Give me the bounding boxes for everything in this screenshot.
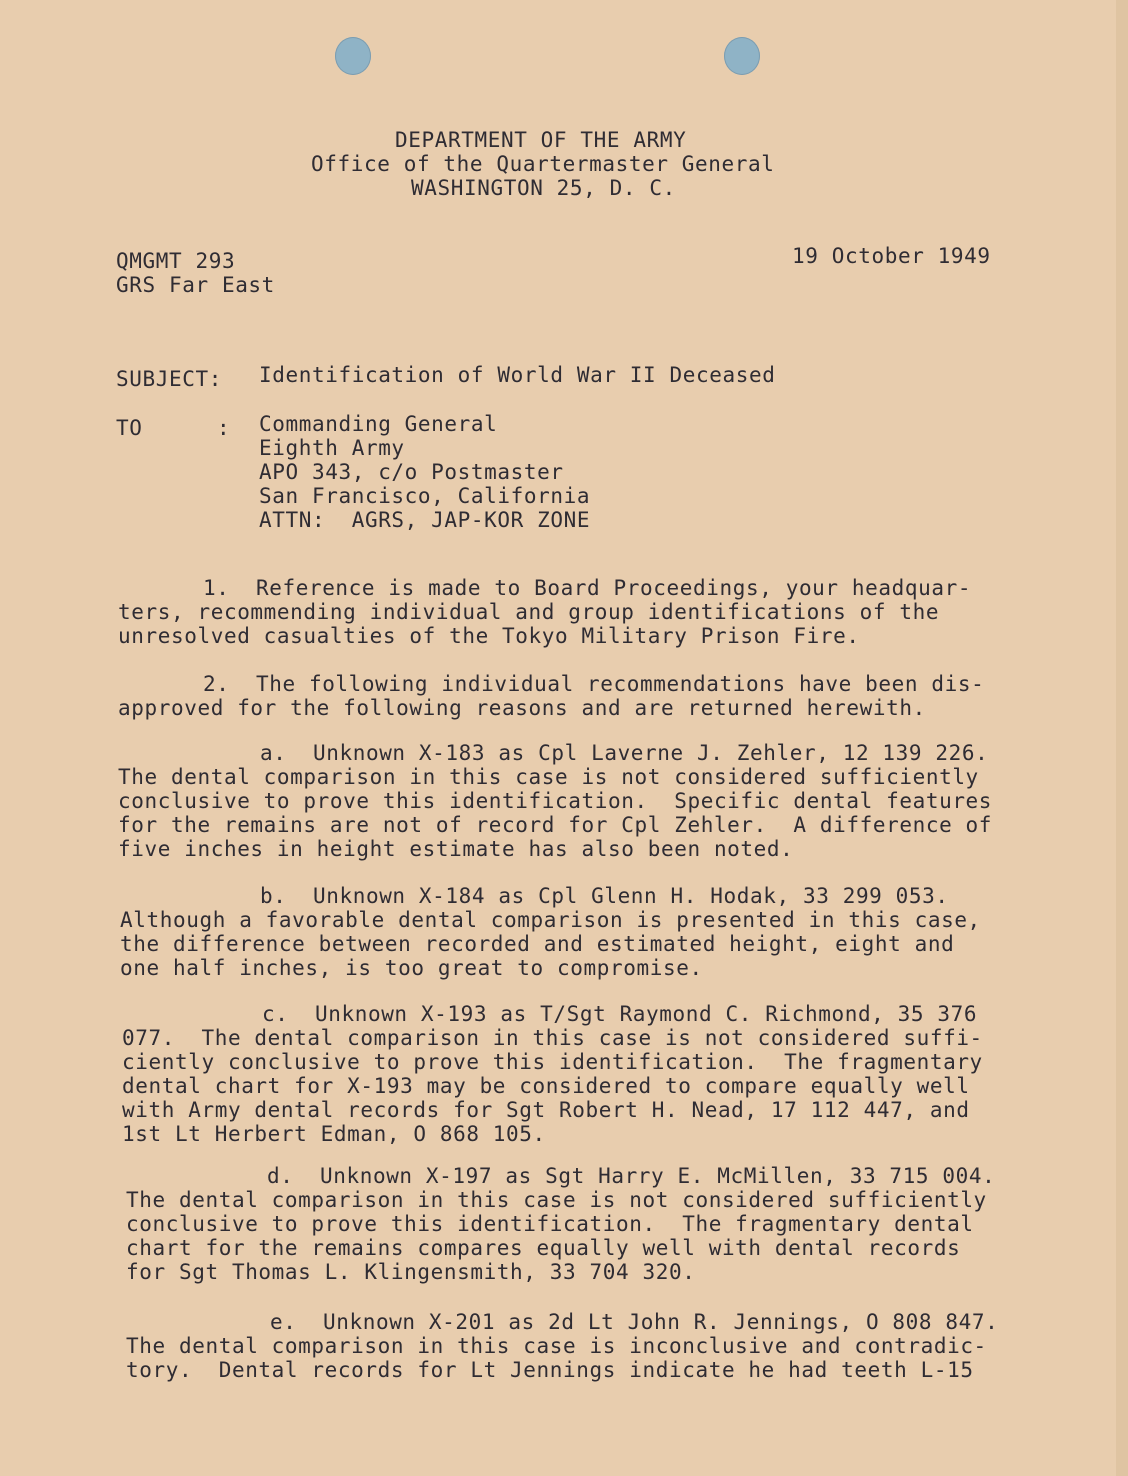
item-c-line: dental chart for X-193 may be considered to compare equally well bbox=[122, 1074, 970, 1098]
item-b-line: Although a favorable dental comparison is presented in this case, bbox=[120, 908, 981, 932]
item-c-line: ciently conclusive to prove this identification. The fragmentary bbox=[122, 1050, 983, 1074]
reference-code: QMGMT 293 bbox=[116, 249, 236, 273]
item-c-line: c. Unknown X-193 as T/Sgt Raymond C. Richmond, 35 376 bbox=[262, 1002, 978, 1026]
item-d-line: The dental comparison in this case is not considered sufficiently bbox=[126, 1188, 987, 1212]
to-line: San Francisco, California bbox=[259, 484, 591, 508]
item-d-line: for Sgt Thomas L. Klingensmith, 33 704 320. bbox=[126, 1260, 696, 1284]
paragraph-1-line: ters, recommending individual and group identifications of the bbox=[118, 600, 940, 624]
to-label: TO bbox=[116, 416, 143, 440]
item-b-line: one half inches, is too great to compromise. bbox=[120, 956, 703, 980]
item-e-line: e. Unknown X-201 as 2d Lt John R. Jennings, O 808 847. bbox=[270, 1310, 999, 1334]
to-line: APO 343, c/o Postmaster bbox=[259, 460, 564, 484]
reference-office: GRS Far East bbox=[116, 273, 275, 297]
item-a-line: a. Unknown X-183 as Cpl Laverne J. Zehler, 12 139 226. bbox=[260, 741, 989, 765]
letterhead-office: Office of the Quartermaster General bbox=[311, 152, 775, 176]
paragraph-2-line: 2. The following individual recommendations have been dis- bbox=[203, 672, 985, 696]
item-c-line: 077. The dental comparison in this case is not considered suffi- bbox=[122, 1026, 983, 1050]
letter-date: 19 October 1949 bbox=[792, 244, 991, 268]
item-b-line: the difference between recorded and estimated height, eight and bbox=[120, 932, 955, 956]
item-a-line: five inches in height estimate has also been noted. bbox=[118, 837, 794, 861]
paragraph-1-line: 1. Reference is made to Board Proceedings, your headquar- bbox=[203, 576, 972, 600]
item-d-line: d. Unknown X-197 as Sgt Harry E. McMillen, 33 715 004. bbox=[267, 1164, 996, 1188]
to-line: Eighth Army bbox=[259, 436, 405, 460]
to-colon: : bbox=[217, 416, 231, 440]
subject-label: SUBJECT: bbox=[116, 367, 222, 391]
item-c-line: with Army dental records for Sgt Robert H. Nead, 17 112 447, and bbox=[122, 1098, 970, 1122]
paragraph-1-line: unresolved casualties of the Tokyo Military Prison Fire. bbox=[118, 624, 860, 648]
punch-hole-right bbox=[724, 37, 760, 75]
item-b-line: b. Unknown X-184 as Cpl Glenn H. Hodak, 33 299 053. bbox=[260, 884, 949, 908]
item-d-line: chart for the remains compares equally well with dental records bbox=[126, 1236, 961, 1260]
item-a-line: for the remains are not of record for Cpl Zehler. A difference of bbox=[118, 813, 993, 837]
item-e-line: The dental comparison in this case is inconclusive and contradic- bbox=[126, 1334, 987, 1358]
to-line: Commanding General bbox=[259, 412, 498, 436]
item-a-line: The dental comparison in this case is not considered sufficiently bbox=[118, 765, 979, 789]
item-e-line: tory. Dental records for Lt Jennings indicate he had teeth L-15 bbox=[126, 1358, 974, 1382]
item-d-line: conclusive to prove this identification. The fragmentary dental bbox=[126, 1212, 974, 1236]
letterhead-department: DEPARTMENT OF THE ARMY bbox=[395, 128, 687, 152]
punch-hole-left bbox=[335, 37, 371, 75]
item-c-line: 1st Lt Herbert Edman, O 868 105. bbox=[122, 1122, 546, 1146]
letterhead-city: WASHINGTON 25, D. C. bbox=[411, 176, 676, 200]
paper-edge bbox=[1116, 0, 1128, 1476]
paragraph-2-line: approved for the following reasons and are returned herewith. bbox=[118, 696, 926, 720]
to-line: ATTN: AGRS, JAP-KOR ZONE bbox=[259, 508, 591, 532]
subject-text: Identification of World War II Deceased bbox=[259, 363, 776, 387]
item-a-line: conclusive to prove this identification. Specific dental features bbox=[118, 789, 993, 813]
